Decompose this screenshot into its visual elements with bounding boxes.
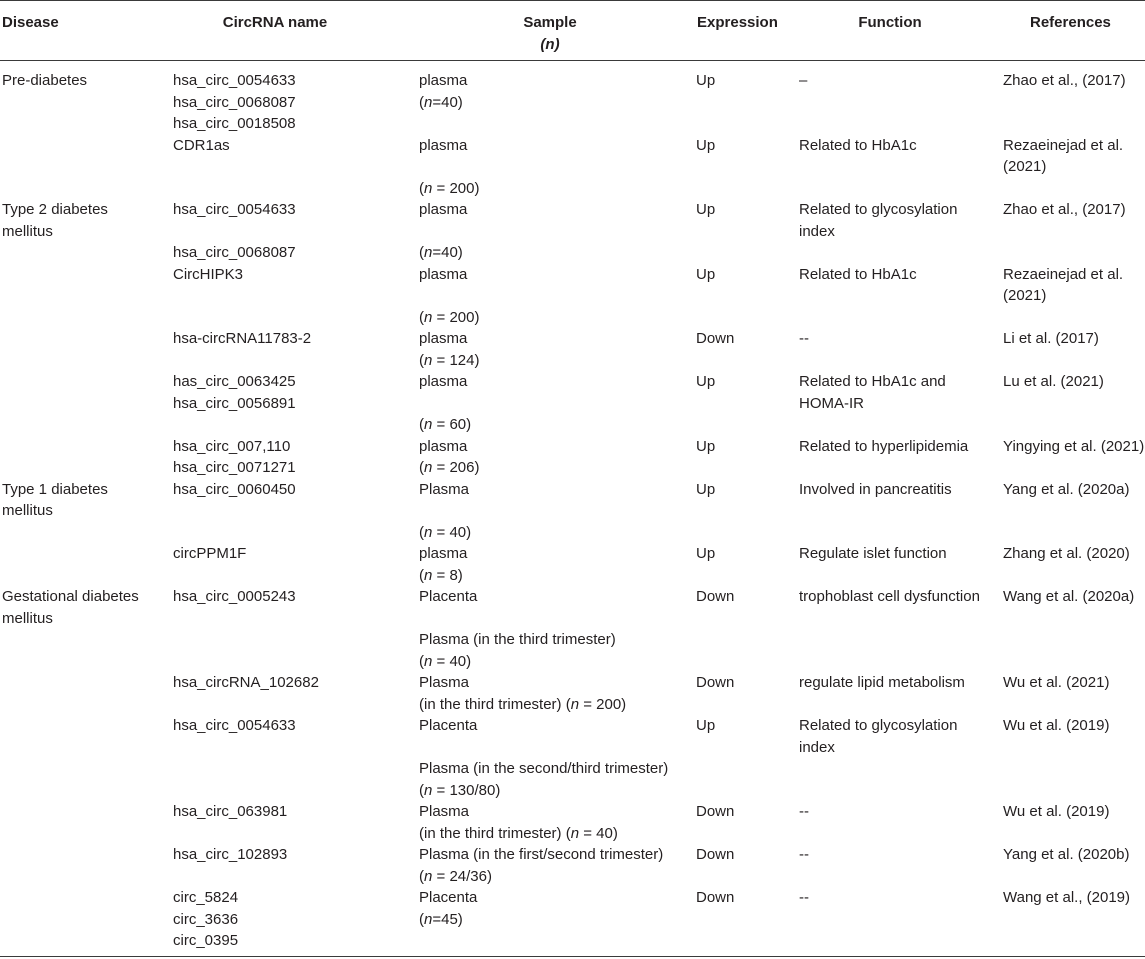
cell-references <box>1003 887 1130 909</box>
cell-line <box>419 156 479 178</box>
cell-expression <box>696 328 734 350</box>
cell-expression <box>696 672 734 694</box>
cell-expression <box>696 543 715 565</box>
header-disease: Disease <box>2 14 59 31</box>
cell-circrna <box>173 479 296 501</box>
cell-function <box>799 199 957 242</box>
cell-line: (n = 24/36) <box>419 867 492 885</box>
cell-circrna <box>173 199 296 264</box>
table-bottom-rule <box>0 956 1145 957</box>
cell-line: CircHIPK3 <box>173 265 244 283</box>
cell-line: plasma <box>419 72 468 89</box>
cell-sample <box>419 328 479 371</box>
cell-function <box>799 887 809 909</box>
cell-line: Wu et al. (2021) <box>1003 674 1110 691</box>
cell-function <box>799 672 965 694</box>
cell-line: mellitus <box>2 609 53 627</box>
cell-line: Related to glycosylation <box>799 201 958 218</box>
cell-expression <box>696 715 715 737</box>
cell-line: plasma <box>419 136 468 154</box>
cell-line: (n = 206) <box>419 459 480 476</box>
cell-line: Yang et al. (2020b) <box>1003 846 1130 863</box>
cell-line: hsa_circ_0068087 <box>173 93 296 111</box>
cell-line: Pre-diabetes <box>2 72 88 89</box>
cell-references <box>1003 264 1123 307</box>
cell-line: (2021) <box>1003 287 1047 304</box>
cell-line: (in the third trimester) (n = 40) <box>419 824 618 842</box>
cell-sample <box>419 479 471 544</box>
cell-function <box>799 436 968 458</box>
cell-line: Zhao et al., (2017) <box>1003 201 1126 218</box>
cell-line: plasma <box>419 201 468 218</box>
cell-line: plasma <box>419 545 468 562</box>
cell-references <box>1003 436 1144 458</box>
cell-circrna <box>173 672 319 694</box>
cell-line: index <box>799 222 835 240</box>
cell-line: hsa_circ_0071271 <box>173 459 296 476</box>
cell-circrna <box>173 586 296 608</box>
cell-function <box>799 844 809 866</box>
cell-references <box>1003 672 1109 694</box>
cell-function <box>799 264 917 286</box>
cell-line: CDR1as <box>173 136 230 154</box>
cell-line: Yang et al. (2020a) <box>1003 480 1130 498</box>
cell-line: hsa-circRNA11783-2 <box>173 330 312 347</box>
cell-line: Wang et al., (2019) <box>1003 889 1131 906</box>
cell-line: Wu et al. (2019) <box>1003 803 1110 820</box>
cell-line: regulate lipid metabolism <box>799 674 965 691</box>
cell-line <box>419 221 467 243</box>
cell-references <box>1003 328 1099 350</box>
cell-line: hsa_circ_0060450 <box>173 480 296 498</box>
cell-line: Type 1 diabetes <box>2 480 108 498</box>
cell-function <box>799 328 809 350</box>
cell-line: circ_3636 <box>173 910 239 928</box>
cell-line: Lu et al. (2021) <box>1003 373 1104 390</box>
header-sample-n: (n) <box>540 35 560 53</box>
cell-line: Zhang et al. (2020) <box>1003 545 1130 562</box>
cell-line: Yingying et al. (2021) <box>1003 437 1145 455</box>
cell-line: Down <box>696 846 735 863</box>
cell-expression <box>696 199 715 221</box>
cell-line <box>419 285 479 307</box>
cell-line: (n = 40) <box>419 523 472 541</box>
cell-line: hsa_circ_0056891 <box>173 394 296 412</box>
cell-line: Up <box>696 201 716 218</box>
cell-references <box>1003 586 1134 608</box>
cell-line: Related to HbA1c <box>799 265 917 283</box>
cell-function <box>799 801 809 823</box>
cell-line: Wu et al. (2019) <box>1003 717 1110 734</box>
cell-line: Related to HbA1c and <box>799 373 946 390</box>
cell-line: Plasma (in the first/second trimester) <box>419 846 664 863</box>
cell-line: (n = 200) <box>419 308 480 326</box>
cell-sample <box>419 887 477 930</box>
cell-line: trophoblast cell dysfunction <box>799 588 980 605</box>
cell-expression <box>696 436 715 458</box>
cell-line: plasma <box>419 373 468 390</box>
cell-line: Involved in pancreatitis <box>799 480 952 498</box>
cell-disease <box>2 199 108 242</box>
cell-line: plasma <box>419 437 468 455</box>
cell-references <box>1003 844 1129 866</box>
cell-sample <box>419 436 479 479</box>
cell-sample <box>419 715 668 801</box>
cell-line: circ_0395 <box>173 932 239 949</box>
cell-line: Up <box>696 72 716 89</box>
cell-circrna <box>173 135 230 157</box>
cell-sample <box>419 586 616 672</box>
cell-line: circ_5824 <box>173 889 239 906</box>
cell-line: Up <box>696 545 716 562</box>
cell-line <box>173 221 296 243</box>
cell-line: Up <box>696 265 716 283</box>
cell-function <box>799 715 957 758</box>
cell-line: (n = 130/80) <box>419 781 501 799</box>
header-expression: Expression <box>697 14 778 31</box>
cell-line: plasma <box>419 265 468 283</box>
cell-line <box>419 737 668 759</box>
cell-line: Plasma <box>419 480 470 498</box>
cell-references <box>1003 479 1129 501</box>
cell-line: (n = 200) <box>419 179 480 197</box>
cell-line: (n = 124) <box>419 351 480 369</box>
cell-expression <box>696 70 715 92</box>
cell-line: (n = 60) <box>419 416 472 433</box>
cell-expression <box>696 135 715 157</box>
cell-line: circPPM1F <box>173 545 247 562</box>
cell-sample <box>419 801 618 844</box>
cell-circrna <box>173 844 287 866</box>
cell-line: Up <box>696 480 716 498</box>
cell-line: Gestational diabetes <box>2 588 139 605</box>
cell-references <box>1003 371 1104 393</box>
cell-line: hsa_circ_0005243 <box>173 588 296 605</box>
cell-references <box>1003 801 1109 823</box>
cell-line: plasma <box>419 330 468 347</box>
cell-line: hsa_circ_102893 <box>173 846 288 863</box>
cell-line: mellitus <box>2 502 53 519</box>
cell-line: Related to hyperlipidemia <box>799 437 969 455</box>
cell-line: Related to glycosylation <box>799 717 958 734</box>
cell-line: – <box>799 72 808 89</box>
cell-line: (n=45) <box>419 910 463 928</box>
cell-circrna <box>173 70 296 135</box>
cell-sample <box>419 135 479 200</box>
cell-circrna <box>173 543 246 565</box>
cell-line: Up <box>696 373 716 390</box>
cell-line: Down <box>696 330 735 347</box>
cell-line: Rezaeinejad et al. <box>1003 265 1124 283</box>
cell-references <box>1003 135 1123 178</box>
cell-line: -- <box>799 889 809 906</box>
cell-sample <box>419 672 626 715</box>
header-sample <box>470 12 630 55</box>
cell-line: Li et al. (2017) <box>1003 330 1099 347</box>
cell-line: hsa_circ_0068087 <box>173 244 296 261</box>
cell-line: has_circ_0063425 <box>173 373 296 390</box>
cell-line: (n=40) <box>419 93 463 111</box>
cell-line: Down <box>696 889 735 906</box>
cell-expression <box>696 371 715 393</box>
cell-sample <box>419 70 467 113</box>
cell-line: Related to HbA1c <box>799 136 917 154</box>
cell-line: Up <box>696 136 716 154</box>
cell-expression <box>696 586 734 608</box>
cell-function <box>799 479 952 501</box>
cell-line: Plasma (in the second/third trimester) <box>419 760 669 777</box>
table-header <box>0 0 1145 61</box>
cell-circrna <box>173 436 296 479</box>
cell-line: (n=40) <box>419 244 463 261</box>
cell-line: Plasma <box>419 803 470 820</box>
cell-line: (n = 40) <box>419 652 472 670</box>
header-sample-label: Sample <box>523 14 577 31</box>
cell-line: Regulate islet function <box>799 545 947 562</box>
cell-circrna <box>173 715 296 737</box>
header-function: Function <box>858 14 922 31</box>
cell-expression <box>696 264 715 286</box>
cell-line: -- <box>799 803 809 820</box>
cell-function <box>799 371 946 414</box>
cell-circrna <box>173 887 238 952</box>
cell-line: hsa_circ_063981 <box>173 803 288 820</box>
cell-line <box>419 500 471 522</box>
cell-disease <box>2 586 139 629</box>
cell-line: Placenta <box>419 889 478 906</box>
cell-line: Placenta <box>419 588 478 605</box>
cell-line: (n = 8) <box>419 566 463 584</box>
cell-sample <box>419 264 479 329</box>
cell-line: Up <box>696 717 716 734</box>
cell-function <box>799 543 947 565</box>
cell-disease <box>2 70 87 92</box>
cell-line: mellitus <box>2 222 53 240</box>
cell-line: hsa_circRNA_102682 <box>173 674 319 691</box>
cell-line: (in the third trimester) (n = 200) <box>419 695 627 713</box>
cell-circrna <box>173 801 287 823</box>
cell-line: hsa_circ_0054633 <box>173 201 296 218</box>
cell-line: Zhao et al., (2017) <box>1003 72 1126 89</box>
cell-expression <box>696 844 734 866</box>
cell-line: Placenta <box>419 717 478 734</box>
cell-line: (2021) <box>1003 158 1047 175</box>
cell-line: Rezaeinejad et al. <box>1003 136 1124 154</box>
cell-line: Down <box>696 674 735 691</box>
cell-line: Plasma (in the third trimester) <box>419 631 616 648</box>
cell-line: hsa_circ_0018508 <box>173 115 296 132</box>
cell-line: Down <box>696 803 735 820</box>
cell-sample <box>419 844 663 887</box>
cell-circrna <box>173 264 243 286</box>
cell-line: Wang et al. (2020a) <box>1003 588 1135 605</box>
cell-circrna <box>173 328 311 350</box>
cell-references <box>1003 70 1126 92</box>
cell-sample <box>419 371 471 436</box>
cell-function <box>799 135 917 157</box>
cell-circrna <box>173 371 296 414</box>
cell-expression <box>696 887 734 909</box>
cell-expression <box>696 801 734 823</box>
cell-line: hsa_circ_0054633 <box>173 717 296 734</box>
cell-line <box>419 393 471 415</box>
cell-disease <box>2 479 108 522</box>
cell-references <box>1003 543 1130 565</box>
cell-line: index <box>799 738 835 756</box>
cell-function <box>799 586 980 608</box>
cell-line: Plasma <box>419 674 470 691</box>
cell-sample <box>419 199 467 264</box>
header-references: References <box>1030 14 1111 31</box>
cell-references <box>1003 715 1109 737</box>
cell-line: hsa_circ_0054633 <box>173 72 296 89</box>
cell-expression <box>696 479 715 501</box>
cell-line: Up <box>696 437 716 455</box>
header-circrna-name: CircRNA name <box>222 14 328 31</box>
cell-line: Down <box>696 588 735 605</box>
cell-references <box>1003 199 1126 221</box>
cell-line: hsa_circ_007,110 <box>173 437 291 455</box>
cell-line: -- <box>799 846 809 863</box>
cell-line: HOMA-IR <box>799 394 864 412</box>
cell-function <box>799 70 807 92</box>
cell-line <box>419 608 616 630</box>
cell-sample <box>419 543 467 586</box>
cell-line: -- <box>799 330 809 347</box>
cell-line: Type 2 diabetes <box>2 201 108 218</box>
